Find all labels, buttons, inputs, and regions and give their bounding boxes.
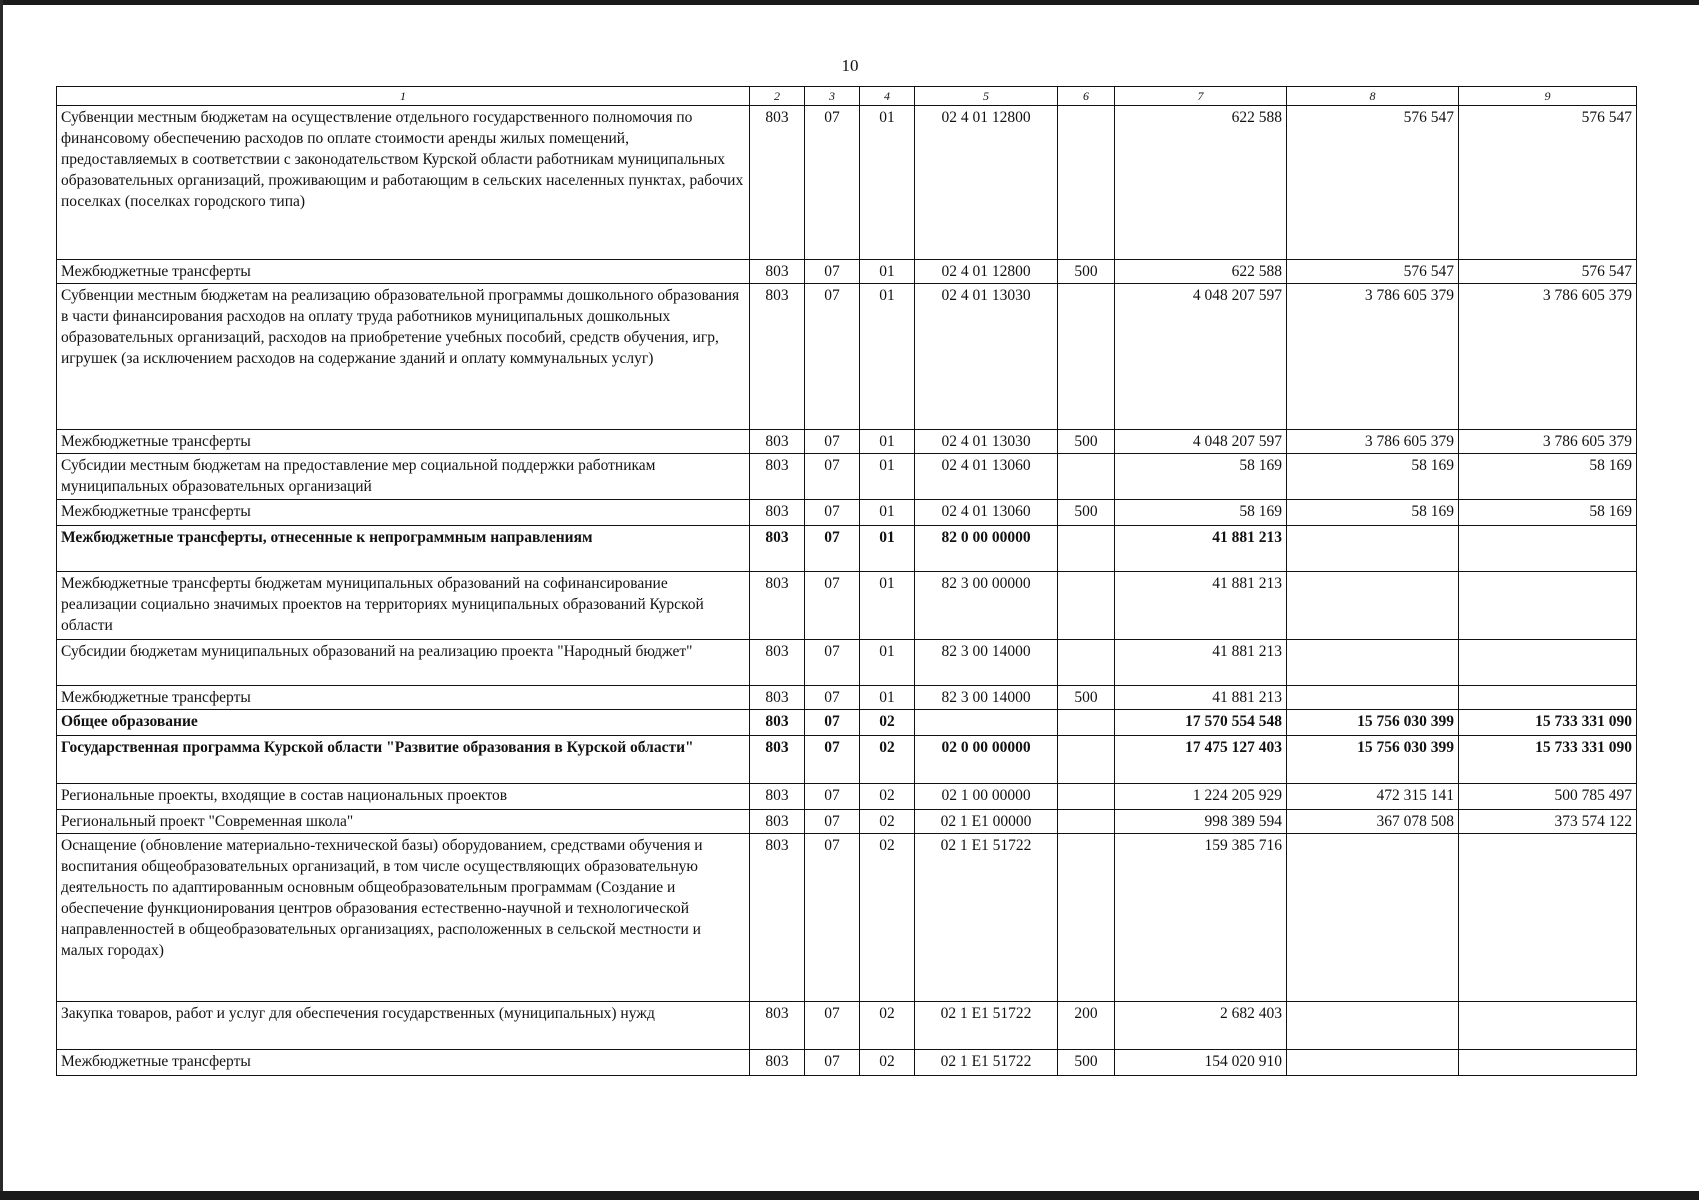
header-cell: 7 <box>1115 87 1287 106</box>
cell-c2: 803 <box>750 284 805 430</box>
cell-c4: 01 <box>860 284 915 430</box>
cell-c8: 58 169 <box>1287 454 1459 500</box>
cell-c7: 154 020 910 <box>1115 1050 1287 1076</box>
cell-c4: 02 <box>860 784 915 810</box>
table-row <box>57 710 1637 736</box>
cell-c8 <box>1287 572 1459 640</box>
header-cell: 1 <box>57 87 750 106</box>
cell-c5: 02 4 01 13060 <box>915 500 1058 526</box>
cell-c6 <box>1058 572 1115 640</box>
cell-c7: 58 169 <box>1115 500 1287 526</box>
cell-c8: 15 756 030 399 <box>1287 736 1459 784</box>
cell-c2: 803 <box>750 686 805 710</box>
row-name: Субвенции местным бюджетам на реализацию образовательной программы дошкольного образования в части финансирования расходов на оплату труда работников муниципальных дошкольных образовательных организаций, расходов на приобретение учебных пособий, средств обучения, игр, игрушек (за исключением расходов на содержание зданий и оплату коммунальных услуг) <box>57 284 750 430</box>
cell-c9: 58 169 <box>1459 500 1637 526</box>
cell-c6 <box>1058 454 1115 500</box>
cell-c8 <box>1287 834 1459 1002</box>
cell-c7: 58 169 <box>1115 454 1287 500</box>
row-name: Государственная программа Курской области "Развитие образования в Курской области" <box>57 736 750 784</box>
cell-c7: 4 048 207 597 <box>1115 284 1287 430</box>
row-name: Закупка товаров, работ и услуг для обеспечения государственных (муниципальных) нужд <box>57 1002 750 1050</box>
cell-c5: 02 1 E1 51722 <box>915 1050 1058 1076</box>
cell-c6 <box>1058 834 1115 1002</box>
header-cell: 9 <box>1459 87 1637 106</box>
row-name: Оснащение (обновление материально-технической базы) оборудованием, средствами обучения и воспитания общеобразовательных организаций, в том числе осуществляющих образовательную деятельность по адаптированным основным общеобразовательным программам (Создание и обеспечение функционирования центров образования естественно-научной и технологической направленностей в общеобразовательных организациях, расположенных в сельской местности и малых городах) <box>57 834 750 1002</box>
cell-c4: 02 <box>860 736 915 784</box>
cell-c3: 07 <box>805 454 860 500</box>
cell-c9 <box>1459 640 1637 686</box>
cell-c6 <box>1058 736 1115 784</box>
cell-c3: 07 <box>805 572 860 640</box>
cell-c2: 803 <box>750 1002 805 1050</box>
cell-c6 <box>1058 810 1115 834</box>
cell-c5: 02 4 01 12800 <box>915 106 1058 260</box>
cell-c5: 02 1 E1 51722 <box>915 1002 1058 1050</box>
row-name: Региональные проекты, входящие в состав национальных проектов <box>57 784 750 810</box>
cell-c6 <box>1058 284 1115 430</box>
cell-c9: 15 733 331 090 <box>1459 710 1637 736</box>
cell-c3: 07 <box>805 710 860 736</box>
cell-c9 <box>1459 686 1637 710</box>
cell-c9 <box>1459 1002 1637 1050</box>
cell-c5: 02 4 01 12800 <box>915 260 1058 284</box>
cell-c4: 01 <box>860 106 915 260</box>
cell-c9: 3 786 605 379 <box>1459 430 1637 454</box>
cell-c2: 803 <box>750 736 805 784</box>
cell-c9: 15 733 331 090 <box>1459 736 1637 784</box>
cell-c6: 500 <box>1058 500 1115 526</box>
cell-c8: 576 547 <box>1287 106 1459 260</box>
table-row <box>57 1002 1637 1050</box>
row-name: Субвенции местным бюджетам на осуществление отдельного государственного полномочия по финансовому обеспечению расходов по оплате стоимости аренды жилых помещений, предоставляемых в соответствии с законодательством Курской области работникам муниципальных образовательных организаций, проживающим и работающим в сельских населенных пунктах, рабочих поселках (поселках городского типа) <box>57 106 750 260</box>
table-row <box>57 500 1637 526</box>
cell-c5: 02 1 E1 51722 <box>915 834 1058 1002</box>
cell-c6 <box>1058 640 1115 686</box>
cell-c6: 200 <box>1058 1002 1115 1050</box>
cell-c3: 07 <box>805 810 860 834</box>
cell-c7: 17 570 554 548 <box>1115 710 1287 736</box>
cell-c4: 02 <box>860 834 915 1002</box>
cell-c9 <box>1459 572 1637 640</box>
cell-c4: 01 <box>860 526 915 572</box>
column-number-header <box>57 87 1637 106</box>
table-row <box>57 526 1637 572</box>
table-row <box>57 784 1637 810</box>
cell-c3: 07 <box>805 500 860 526</box>
cell-c7: 2 682 403 <box>1115 1002 1287 1050</box>
cell-c2: 803 <box>750 640 805 686</box>
cell-c4: 02 <box>860 1002 915 1050</box>
cell-c7: 622 588 <box>1115 106 1287 260</box>
table-row <box>57 834 1637 1002</box>
cell-c4: 02 <box>860 1050 915 1076</box>
header-cell: 6 <box>1058 87 1115 106</box>
cell-c6 <box>1058 106 1115 260</box>
page-number: 10 <box>841 56 859 75</box>
cell-c9 <box>1459 1050 1637 1076</box>
table-row <box>57 260 1637 284</box>
cell-c7: 159 385 716 <box>1115 834 1287 1002</box>
cell-c7: 622 588 <box>1115 260 1287 284</box>
cell-c9: 373 574 122 <box>1459 810 1637 834</box>
cell-c8: 15 756 030 399 <box>1287 710 1459 736</box>
row-name: Межбюджетные трансферты <box>57 686 750 710</box>
cell-c6: 500 <box>1058 260 1115 284</box>
cell-c5: 02 4 01 13060 <box>915 454 1058 500</box>
cell-c7: 998 389 594 <box>1115 810 1287 834</box>
cell-c8: 58 169 <box>1287 500 1459 526</box>
cell-c2: 803 <box>750 834 805 1002</box>
cell-c9: 576 547 <box>1459 260 1637 284</box>
cell-c4: 01 <box>860 640 915 686</box>
cell-c8: 472 315 141 <box>1287 784 1459 810</box>
table-row <box>57 430 1637 454</box>
cell-c8: 576 547 <box>1287 260 1459 284</box>
row-name: Субсидии местным бюджетам на предоставление мер социальной поддержки работникам муниципальных образовательных организаций <box>57 454 750 500</box>
cell-c4: 01 <box>860 500 915 526</box>
cell-c6: 500 <box>1058 686 1115 710</box>
cell-c3: 07 <box>805 106 860 260</box>
cell-c5: 02 1 E1 00000 <box>915 810 1058 834</box>
cell-c5: 02 4 01 13030 <box>915 284 1058 430</box>
cell-c2: 803 <box>750 784 805 810</box>
cell-c5: 82 3 00 00000 <box>915 572 1058 640</box>
cell-c3: 07 <box>805 1050 860 1076</box>
cell-c7: 41 881 213 <box>1115 526 1287 572</box>
cell-c7: 17 475 127 403 <box>1115 736 1287 784</box>
table-row <box>57 736 1637 784</box>
cell-c4: 01 <box>860 572 915 640</box>
row-name: Межбюджетные трансферты бюджетам муниципальных образований на софинансирование реализации социально значимых проектов на территориях муниципальных образований Курской области <box>57 572 750 640</box>
header-cell: 8 <box>1287 87 1459 106</box>
cell-c9: 500 785 497 <box>1459 784 1637 810</box>
cell-c5: 82 0 00 00000 <box>915 526 1058 572</box>
cell-c4: 02 <box>860 710 915 736</box>
cell-c2: 803 <box>750 572 805 640</box>
row-name: Межбюджетные трансферты <box>57 430 750 454</box>
row-name: Межбюджетные трансферты <box>57 260 750 284</box>
cell-c8: 367 078 508 <box>1287 810 1459 834</box>
cell-c7: 1 224 205 929 <box>1115 784 1287 810</box>
cell-c7: 41 881 213 <box>1115 640 1287 686</box>
table-row <box>57 686 1637 710</box>
cell-c8 <box>1287 686 1459 710</box>
table-row <box>57 640 1637 686</box>
row-name: Общее образование <box>57 710 750 736</box>
cell-c3: 07 <box>805 1002 860 1050</box>
cell-c9: 576 547 <box>1459 106 1637 260</box>
row-name: Межбюджетные трансферты <box>57 500 750 526</box>
header-cell: 5 <box>915 87 1058 106</box>
cell-c3: 07 <box>805 430 860 454</box>
table-row <box>57 284 1637 430</box>
cell-c7: 41 881 213 <box>1115 686 1287 710</box>
table-row <box>57 454 1637 500</box>
cell-c4: 01 <box>860 686 915 710</box>
cell-c9: 58 169 <box>1459 454 1637 500</box>
cell-c3: 07 <box>805 784 860 810</box>
cell-c7: 41 881 213 <box>1115 572 1287 640</box>
cell-c3: 07 <box>805 284 860 430</box>
row-name: Межбюджетные трансферты <box>57 1050 750 1076</box>
cell-c3: 07 <box>805 736 860 784</box>
cell-c2: 803 <box>750 1050 805 1076</box>
cell-c6: 500 <box>1058 430 1115 454</box>
table-row <box>57 810 1637 834</box>
row-name: Межбюджетные трансферты, отнесенные к непрограммным направлениям <box>57 526 750 572</box>
cell-c2: 803 <box>750 500 805 526</box>
row-name: Региональный проект "Современная школа" <box>57 810 750 834</box>
header-cell: 2 <box>750 87 805 106</box>
cell-c3: 07 <box>805 640 860 686</box>
cell-c4: 01 <box>860 260 915 284</box>
cell-c3: 07 <box>805 834 860 1002</box>
header-cell: 3 <box>805 87 860 106</box>
cell-c4: 01 <box>860 430 915 454</box>
cell-c6 <box>1058 784 1115 810</box>
budget-table <box>56 86 1637 1076</box>
cell-c8 <box>1287 1050 1459 1076</box>
cell-c6 <box>1058 710 1115 736</box>
cell-c9 <box>1459 834 1637 1002</box>
row-name: Субсидии бюджетам муниципальных образований на реализацию проекта "Народный бюджет" <box>57 640 750 686</box>
cell-c8 <box>1287 1002 1459 1050</box>
cell-c3: 07 <box>805 526 860 572</box>
cell-c5: 02 0 00 00000 <box>915 736 1058 784</box>
cell-c4: 02 <box>860 810 915 834</box>
cell-c3: 07 <box>805 686 860 710</box>
cell-c5: 02 1 00 00000 <box>915 784 1058 810</box>
cell-c2: 803 <box>750 430 805 454</box>
cell-c2: 803 <box>750 106 805 260</box>
table-row <box>57 1050 1637 1076</box>
table-row <box>57 572 1637 640</box>
table-row <box>57 106 1637 260</box>
cell-c2: 803 <box>750 810 805 834</box>
cell-c2: 803 <box>750 710 805 736</box>
cell-c6: 500 <box>1058 1050 1115 1076</box>
cell-c9 <box>1459 526 1637 572</box>
cell-c4: 01 <box>860 454 915 500</box>
scan-border-top <box>0 0 1699 5</box>
header-cell: 4 <box>860 87 915 106</box>
scan-border-left <box>0 0 3 1200</box>
cell-c3: 07 <box>805 260 860 284</box>
cell-c5: 82 3 00 14000 <box>915 640 1058 686</box>
cell-c9: 3 786 605 379 <box>1459 284 1637 430</box>
cell-c2: 803 <box>750 526 805 572</box>
cell-c5: 02 4 01 13030 <box>915 430 1058 454</box>
scan-border-bottom <box>0 1191 1699 1200</box>
cell-c2: 803 <box>750 454 805 500</box>
cell-c5: 82 3 00 14000 <box>915 686 1058 710</box>
cell-c6 <box>1058 526 1115 572</box>
cell-c8 <box>1287 526 1459 572</box>
cell-c7: 4 048 207 597 <box>1115 430 1287 454</box>
cell-c8: 3 786 605 379 <box>1287 284 1459 430</box>
cell-c8: 3 786 605 379 <box>1287 430 1459 454</box>
cell-c8 <box>1287 640 1459 686</box>
cell-c2: 803 <box>750 260 805 284</box>
cell-c5 <box>915 710 1058 736</box>
